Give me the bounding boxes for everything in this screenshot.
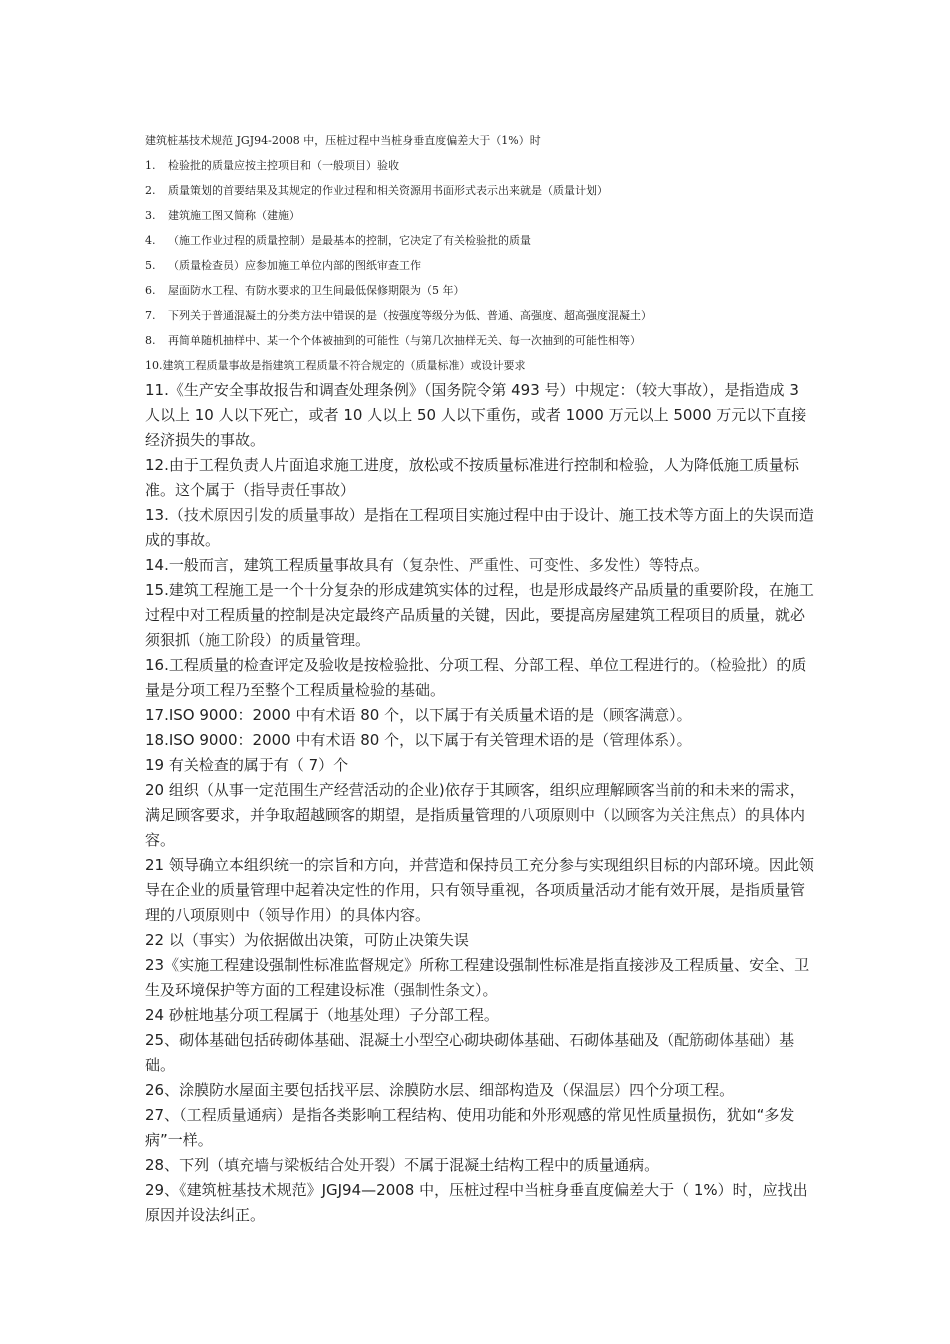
- item-number: 6.: [145, 284, 156, 297]
- question-text-end: ）是指各类影响工程结构、使用功能和外形观感的常见性质量损伤，犹如“多发病”一样。: [145, 1106, 795, 1149]
- question-text: 23《实施工程建设强制性标准监督规定》所称工程建设强制性标准是指直接涉及工程质量、安全、卫生及环境保护等方面的工程建设标准（: [145, 956, 810, 999]
- question-text: 26、涂膜防水屋面主要包括找平层、涂膜防水层、细部构造及（: [145, 1081, 570, 1099]
- item-text: 屋面防水工程、有防水要求的卫生间最低保修期限为（5 年）: [168, 284, 465, 297]
- answer-text: 管理体系: [609, 731, 670, 749]
- question-text: 21 领导确立本组织统一的宗旨和方向，并营造和保持员工充分参与实现组织目标的内部环境。因此领导在企业的质量管理中起着决定性的作用，只有领导重视，各项质量活动才能有效开展，是指质量管理的八项原则中（: [145, 856, 814, 924]
- item-number: 4.: [145, 234, 156, 247]
- question-text: 27、（: [145, 1106, 187, 1124]
- item-text: 建筑施工图又简称（建施）: [168, 209, 300, 222]
- question-22: [145, 928, 815, 953]
- question-text: 11.《生产安全事故报告和调查处理条例》（国务院令第 493 号）中规定：（: [145, 381, 643, 399]
- question-text: 28、下列（: [145, 1156, 225, 1174]
- question-text-end: ），是指造成 3 人以上 10 人以下死亡，或者 10 人以上 50 人以下重伤，或者 1000 万元以上 5000 万元以下直接经济损失的事故。: [145, 381, 807, 449]
- answer-text: 技术原因引发的质量事故: [183, 506, 349, 524]
- answer-text: 施工阶段: [205, 631, 266, 649]
- question-23: [145, 953, 815, 1003]
- answer-text: 配筋砌体基础: [674, 1031, 765, 1049]
- list-item: [145, 253, 815, 278]
- question-12: [145, 453, 815, 503]
- answer-text: 领导作用: [265, 906, 326, 924]
- intro-line: 建筑桩基技术规范 JGJ94-2008 中，压桩过程中当桩身垂直度偏差大于（1%）时: [145, 134, 541, 147]
- question-text-end: ）的质量管理。: [265, 631, 371, 649]
- question-text-end: ）的具体内容。: [145, 806, 806, 849]
- question-text: 12.由于工程负责人片面追求施工进度，放松或不按质量标准进行控制和检验，人为降低施工质量标准。这个属于（: [145, 456, 799, 499]
- question-text: 18.ISO 9000：2000 中有术语 80 个，以下属于有关管理术语的是（: [145, 731, 610, 749]
- question-text-end: ）等特点。: [633, 556, 709, 574]
- item-number: 5.: [145, 259, 156, 272]
- item-text: 质量策划的首要结果及其规定的作业过程和相关资源用书面形式表示出来就是（质量计划）: [168, 184, 608, 197]
- answer-text: 工程质量通病: [186, 1106, 277, 1124]
- list-item: [145, 278, 815, 303]
- question-26: [145, 1078, 815, 1103]
- answer-text: 指导责任事故: [250, 481, 341, 499]
- question-29: [145, 1178, 815, 1228]
- answer-text: 较大事故: [642, 381, 703, 399]
- question-text-end: ）基础。: [145, 1031, 795, 1074]
- item-text: 下列关于普通混凝土的分类方法中错误的是（按强度等级分为低、普通、高强度、超高强度混凝土）: [168, 309, 652, 322]
- question-text-end: ）子分部工程。: [393, 1006, 499, 1024]
- question-text: 17.ISO 9000：2000 中有术语 80 个，以下属于有关质量术语的是（: [145, 706, 610, 724]
- list-item: [145, 203, 815, 228]
- question-text: 15.建筑工程施工是一个十分复杂的形成建筑实体的过程，也是形成最终产品质量的重要阶段，在施工过程中对工程质量的控制是决定最终产品质量的关键，因此，要提高房屋建筑工程项目的质量，就必须狠抓（: [145, 581, 814, 649]
- document-page: [145, 128, 815, 1228]
- question-15: [145, 578, 815, 653]
- question-14: [145, 553, 815, 578]
- question-text-end: ）。: [669, 731, 692, 749]
- list-item: [145, 178, 815, 203]
- question-text-end: ）为依据做出决策，可防止决策失误: [228, 931, 469, 949]
- answer-text: 复杂性、严重性、可变性、多发性: [408, 556, 634, 574]
- answer-text: 事实: [198, 931, 229, 949]
- question-28: [145, 1153, 815, 1178]
- question-16: [145, 653, 815, 703]
- question-11: [145, 378, 815, 453]
- item-number: 7.: [145, 309, 156, 322]
- question-27: [145, 1103, 815, 1153]
- question-text: 16.工程质量的检查评定及验收是按检验批、分项工程、分部工程、单位工程进行的。（: [145, 656, 717, 674]
- question-text-end: ）: [340, 481, 356, 499]
- answer-text: 填充墙与梁板结合处开裂: [224, 1156, 390, 1174]
- list-item: [145, 153, 815, 178]
- item-text: 再简单随机抽样中、某一个个体被抽到的可能性（与第几次抽样无关、每一次抽到的可能性相等）: [168, 334, 641, 347]
- question-25: [145, 1028, 815, 1078]
- answer-text: 顾客满意: [609, 706, 670, 724]
- question-text: 19 有关检查的属于有（ 7）个: [145, 756, 349, 774]
- list-item: [145, 303, 815, 328]
- question-24: [145, 1003, 815, 1028]
- question-text-end: ）的质量是分项工程乃至整个工程质量检验的基础。: [145, 656, 807, 699]
- question-text-end: ）四个分项工程。: [614, 1081, 735, 1099]
- question-text-end: ）是指在工程项目实施过程中由于设计、施工技术等方面上的失误而造成的事故。: [145, 506, 814, 549]
- item-number: 8.: [145, 334, 156, 347]
- item-text: （质量检查员）应参加施工单位内部的图纸审查工作: [168, 259, 421, 272]
- list-item-10: 10.建筑工程质量事故是指建筑工程质量不符合规定的（质量标准）或设计要求: [145, 359, 526, 372]
- answer-text: 强制性条文: [400, 981, 476, 999]
- question-text-end: ）的具体内容。: [325, 906, 431, 924]
- answer-text: 地基处理: [333, 1006, 394, 1024]
- list-item: [145, 328, 815, 353]
- item-number: 2.: [145, 184, 156, 197]
- question-text: 25、砌体基础包括砖砌体基础、混凝土小型空心砌块砌体基础、石砌体基础及（: [145, 1031, 675, 1049]
- item-text: （施工作业过程的质量控制）是最基本的控制，它决定了有关检验批的质量: [168, 234, 531, 247]
- question-text: 14.一般而言，建筑工程质量事故具有（: [145, 556, 409, 574]
- item-text: 检验批的质量应按主控项目和（一般项目）验收: [168, 159, 399, 172]
- list-item: [145, 228, 815, 253]
- item-number: 3.: [145, 209, 156, 222]
- question-19: [145, 753, 815, 778]
- question-text: 20 组织（从事一定范围生产经营活动的企业)依存于其顾客，组织应理解顾客当前的和未来的需求，满足顾客要求，并争取超越顾客的期望，是指质量管理的八项原则中（: [145, 781, 805, 824]
- question-18: [145, 728, 815, 753]
- question-17: [145, 703, 815, 728]
- question-text: 22 以（: [145, 931, 199, 949]
- question-text: 13.（: [145, 506, 184, 524]
- answer-text: 检验批: [716, 656, 762, 674]
- question-text: 24 砂桩地基分项工程属于（: [145, 1006, 334, 1024]
- question-text: 29、《建筑桩基技术规范》JGJ94—2008 中，压桩过程中当桩身垂直度偏差大于（ 1%）时，应找出原因并设法纠正。: [145, 1181, 808, 1224]
- answer-text: 以顾客为关注焦点: [610, 806, 731, 824]
- question-text-end: ）。: [475, 981, 498, 999]
- question-20: [145, 778, 815, 853]
- question-21: [145, 853, 815, 928]
- answer-text: 保温层: [569, 1081, 615, 1099]
- question-text-end: ）不属于混凝土结构工程中的质量通病。: [389, 1156, 660, 1174]
- question-13: [145, 503, 815, 553]
- question-text-end: ）。: [669, 706, 692, 724]
- item-number: 1.: [145, 159, 156, 172]
